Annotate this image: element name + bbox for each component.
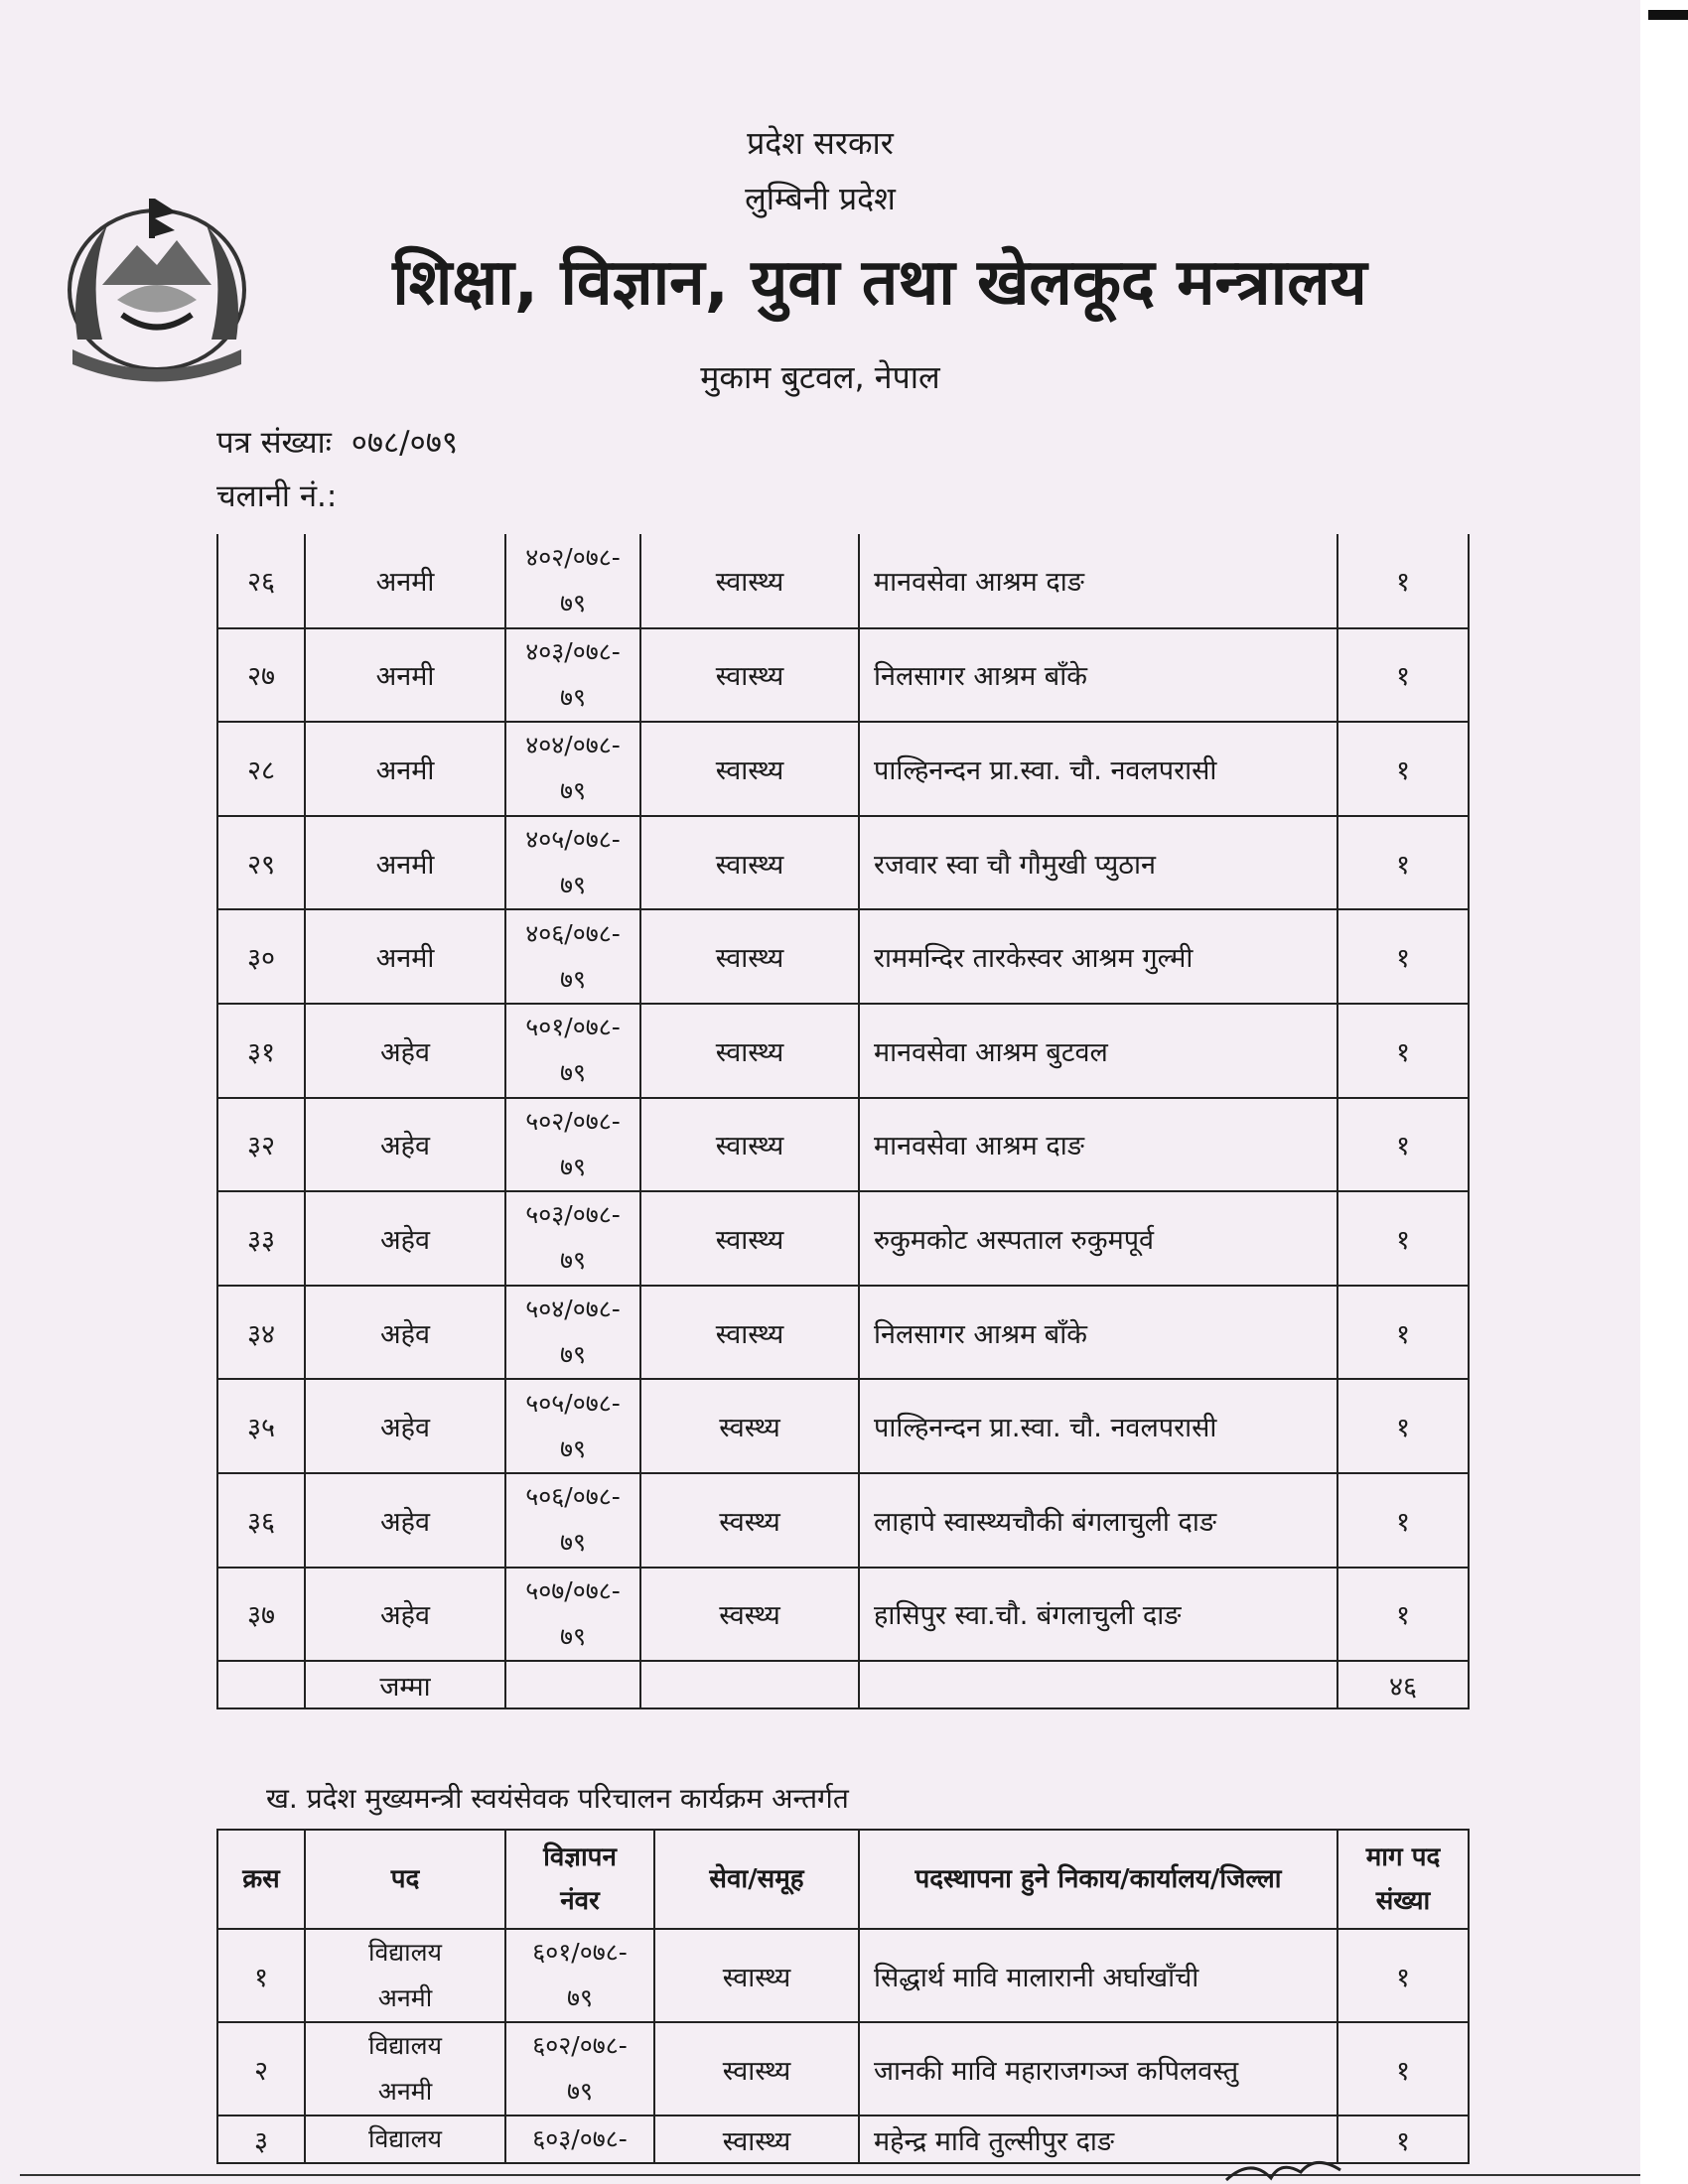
col-header-count-line1: माग पद — [1365, 1843, 1441, 1872]
cell-place: मानवसेवा आश्रम दाङ — [859, 534, 1337, 628]
cell-adv-no — [505, 909, 640, 1004]
cell-post: अनमी — [305, 534, 505, 628]
table-row — [217, 722, 1469, 816]
cell-sn: ३५ — [217, 1379, 305, 1473]
cell-adv-no — [505, 2022, 654, 2116]
table-row — [217, 1379, 1469, 1473]
cell-post: अहेव — [305, 1568, 505, 1662]
cell-adv-no-line1: ५०७/०७८- — [525, 1575, 621, 1605]
cell-place: मानवसेवा आश्रम दाङ — [859, 1098, 1337, 1192]
cell-empty — [859, 1661, 1337, 1708]
cell-place: निलसागर आश्रम बाँके — [859, 1286, 1337, 1380]
cell-adv-no-line2: ७९ — [559, 871, 586, 900]
header-line1: प्रदेश सरकार — [747, 124, 894, 162]
cell-service: स्वास्थ्य — [640, 534, 859, 628]
cell-service: स्वास्थ्य — [640, 1004, 859, 1098]
cell-service: स्वस्थ्य — [640, 1473, 859, 1568]
cell-sn: ३७ — [217, 1568, 305, 1662]
cell-count: १ — [1337, 2116, 1469, 2163]
table-row — [217, 1568, 1469, 1662]
cell-post — [305, 2116, 505, 2163]
cell-adv-no — [505, 1568, 640, 1662]
table-row — [217, 1473, 1469, 1568]
cell-post-line1: विद्यालय — [367, 2031, 443, 2060]
table-row — [217, 628, 1469, 723]
cell-place: लाहापे स्वास्थ्यचौकी बंगलाचुली दाङ — [859, 1473, 1337, 1568]
cell-post — [305, 2022, 505, 2116]
volunteer-posts-table — [216, 1829, 1470, 2164]
chalani-label: चलानी नं.: — [216, 478, 338, 514]
office-location: मुकाम बुटवल, नेपाल — [700, 358, 940, 396]
cell-adv-no-line2: ७९ — [559, 1058, 586, 1088]
col-header-adv-line2: नंवर — [560, 1886, 600, 1916]
cell-adv-no — [505, 816, 640, 910]
cell-adv-no-line1: ६०३/०७८- — [532, 2124, 628, 2153]
cell-post: अहेव — [305, 1191, 505, 1286]
cell-service: स्वास्थ्य — [640, 722, 859, 816]
cell-empty — [640, 1661, 859, 1708]
cell-sn: ३१ — [217, 1004, 305, 1098]
cell-adv-no-line1: ५०१/०७८- — [525, 1013, 621, 1042]
table-row — [217, 816, 1469, 910]
cell-sn: २ — [217, 2022, 305, 2116]
cell-adv-no-line2: ७९ — [559, 1621, 586, 1651]
cell-empty — [217, 1661, 305, 1708]
col-header-count — [1337, 1830, 1469, 1929]
col-header-post: पद — [305, 1830, 505, 1929]
cell-service: स्वास्थ्य — [640, 909, 859, 1004]
cell-sn: २८ — [217, 722, 305, 816]
section-kha-title: ख. प्रदेश मुख्यमन्त्री स्वयंसेवक परिचालन कार्यक्रम अन्तर्गत — [266, 1782, 849, 1815]
cell-sn: ३४ — [217, 1286, 305, 1380]
cell-adv-no-line1: ५०४/०७८- — [525, 1295, 621, 1324]
cell-adv-no — [505, 1098, 640, 1192]
cell-service: स्वस्थ्य — [640, 1568, 859, 1662]
cell-sn: २९ — [217, 816, 305, 910]
cell-count: १ — [1337, 909, 1469, 1004]
cell-service: स्वास्थ्य — [640, 1098, 859, 1192]
cell-post: अनमी — [305, 816, 505, 910]
table-row — [217, 909, 1469, 1004]
cell-place: पाल्हिनन्दन प्रा.स्वा. चौ. नवलपरासी — [859, 1379, 1337, 1473]
col-header-place: पदस्थापना हुने निकाय/कार्यालय/जिल्ला — [859, 1830, 1337, 1929]
cell-adv-no-line2: ७९ — [559, 1152, 586, 1181]
cell-adv-no-line2: ७९ — [559, 1433, 586, 1463]
cell-post — [305, 1929, 505, 2022]
cell-adv-no-line1: ४०२/०७८- — [525, 542, 621, 572]
cell-adv-no-line2: ७९ — [559, 1528, 586, 1558]
signature-scribble — [1221, 2152, 1360, 2184]
cell-adv-no-line2: ७९ — [559, 1246, 586, 1276]
cell-adv-no-line1: ४०३/०७८- — [525, 636, 621, 666]
cell-place: हासिपुर स्वा.चौ. बंगलाचुली दाङ — [859, 1568, 1337, 1662]
posts-table-continued — [216, 534, 1470, 1709]
cell-adv-no — [505, 722, 640, 816]
cell-count: १ — [1337, 1191, 1469, 1286]
cell-count: १ — [1337, 1379, 1469, 1473]
cell-post-line2: अनमी — [377, 2077, 433, 2106]
table-row — [217, 2022, 1469, 2116]
total-value: ४६ — [1337, 1661, 1469, 1708]
cell-sn: १ — [217, 1929, 305, 2022]
cell-adv-no — [505, 534, 640, 628]
table-header-row — [217, 1830, 1469, 1929]
table-row — [217, 1929, 1469, 2022]
col-header-count-line2: संख्या — [1375, 1886, 1431, 1916]
page-edge — [1640, 0, 1688, 2184]
patra-value: ०७८/०७९ — [351, 425, 458, 461]
cell-sn: ३६ — [217, 1473, 305, 1568]
cell-post: अनमी — [305, 909, 505, 1004]
cell-adv-no-line2: ७९ — [559, 682, 586, 712]
cell-adv-no-line1: ४०५/०७८- — [525, 825, 621, 855]
col-header-sn: क्रस — [217, 1830, 305, 1929]
table-row — [217, 1004, 1469, 1098]
col-header-service: सेवा/समूह — [654, 1830, 859, 1929]
col-header-adv-line1: विज्ञापन — [543, 1843, 617, 1872]
cell-sn: २६ — [217, 534, 305, 628]
col-header-adv — [505, 1830, 654, 1929]
cell-place: महेन्द्र मावि तुल्सीपुर दाङ — [859, 2116, 1337, 2163]
footer-rule — [20, 2174, 1640, 2176]
cell-place: पाल्हिनन्दन प्रा.स्वा. चौ. नवलपरासी — [859, 722, 1337, 816]
cell-adv-no — [505, 628, 640, 723]
table-row — [217, 1191, 1469, 1286]
cell-post: अनमी — [305, 722, 505, 816]
scan-mark — [1648, 10, 1688, 20]
cell-service: स्वास्थ्य — [654, 2116, 859, 2163]
cell-place: रुकुमकोट अस्पताल रुकुमपूर्व — [859, 1191, 1337, 1286]
cell-service: स्वास्थ्य — [640, 1286, 859, 1380]
cell-adv-no-line1: ५०२/०७८- — [525, 1106, 621, 1136]
total-row — [217, 1661, 1469, 1708]
cell-place: रजवार स्वा चौ गौमुखी प्युठान — [859, 816, 1337, 910]
cell-adv-no-line2: ७९ — [566, 2077, 593, 2106]
cell-place: जानकी मावि महाराजगञ्ज कपिलवस्तु — [859, 2022, 1337, 2116]
cell-place: सिद्धार्थ मावि मालारानी अर्घाखाँची — [859, 1929, 1337, 2022]
cell-place: मानवसेवा आश्रम बुटवल — [859, 1004, 1337, 1098]
cell-place: निलसागर आश्रम बाँके — [859, 628, 1337, 723]
cell-adv-no-line1: ४०४/०७८- — [525, 731, 621, 760]
header-line2: लुम्बिनी प्रदेश — [745, 180, 896, 217]
cell-count: १ — [1337, 1286, 1469, 1380]
cell-post: अहेव — [305, 1473, 505, 1568]
cell-post: अहेव — [305, 1004, 505, 1098]
patra-label: पत्र संख्याः — [216, 425, 332, 461]
cell-count: १ — [1337, 816, 1469, 910]
cell-count: १ — [1337, 1473, 1469, 1568]
cell-adv-no-line1: ६०२/०७८- — [532, 2031, 628, 2060]
cell-sn: २७ — [217, 628, 305, 723]
cell-post: अहेव — [305, 1286, 505, 1380]
cell-adv-no-line1: ५०३/०७८- — [525, 1200, 621, 1230]
table-row — [217, 1286, 1469, 1380]
cell-sn: ३ — [217, 2116, 305, 2163]
cell-count: १ — [1337, 1098, 1469, 1192]
cell-adv-no — [505, 1191, 640, 1286]
cell-count: १ — [1337, 534, 1469, 628]
cell-adv-no-line1: ५०६/०७८- — [525, 1482, 621, 1512]
cell-adv-no — [505, 1929, 654, 2022]
cell-place: राममन्दिर तारकेस्वर आश्रम गुल्मी — [859, 909, 1337, 1004]
cell-adv-no — [505, 1004, 640, 1098]
ministry-title: शिक्षा, विज्ञान, युवा तथा खेलकूद मन्त्रालय — [392, 246, 1367, 320]
cell-count: १ — [1337, 1568, 1469, 1662]
cell-count: १ — [1337, 1929, 1469, 2022]
table-row — [217, 1098, 1469, 1192]
cell-service: स्वास्थ्य — [640, 1191, 859, 1286]
cell-count: १ — [1337, 2022, 1469, 2116]
cell-post: अहेव — [305, 1098, 505, 1192]
cell-adv-no-line2: ७९ — [559, 776, 586, 806]
cell-post-line1: विद्यालय — [367, 2124, 443, 2153]
total-label: जम्मा — [305, 1661, 505, 1708]
cell-post-line2: अनमी — [377, 1983, 433, 2012]
cell-adv-no-line2: ७९ — [559, 964, 586, 994]
cell-sn: ३० — [217, 909, 305, 1004]
cell-post: अनमी — [305, 628, 505, 723]
cell-service: स्वास्थ्य — [654, 1929, 859, 2022]
cell-service: स्वस्थ्य — [640, 1379, 859, 1473]
cell-post: अहेव — [305, 1379, 505, 1473]
cell-adv-no — [505, 1473, 640, 1568]
cell-adv-no — [505, 2116, 654, 2163]
cell-empty — [505, 1661, 640, 1708]
cell-post-line1: विद्यालय — [367, 1938, 443, 1967]
cell-service: स्वास्थ्य — [654, 2022, 859, 2116]
cell-adv-no-line1: ४०६/०७८- — [525, 918, 621, 948]
cell-adv-no — [505, 1379, 640, 1473]
patra-line — [216, 421, 468, 463]
table-row — [217, 534, 1469, 628]
cell-service: स्वास्थ्य — [640, 628, 859, 723]
cell-adv-no-line2: ७९ — [559, 1340, 586, 1370]
cell-adv-no-line1: ५०५/०७८- — [525, 1388, 621, 1418]
cell-count: १ — [1337, 1004, 1469, 1098]
cell-adv-no — [505, 1286, 640, 1380]
cell-adv-no-line2: ७९ — [566, 1983, 593, 2012]
cell-count: १ — [1337, 628, 1469, 723]
cell-sn: ३३ — [217, 1191, 305, 1286]
cell-adv-no-line2: ७९ — [559, 588, 586, 617]
cell-service: स्वास्थ्य — [640, 816, 859, 910]
cell-adv-no-line1: ६०१/०७८- — [532, 1938, 628, 1967]
cell-count: १ — [1337, 722, 1469, 816]
cell-sn: ३२ — [217, 1098, 305, 1192]
